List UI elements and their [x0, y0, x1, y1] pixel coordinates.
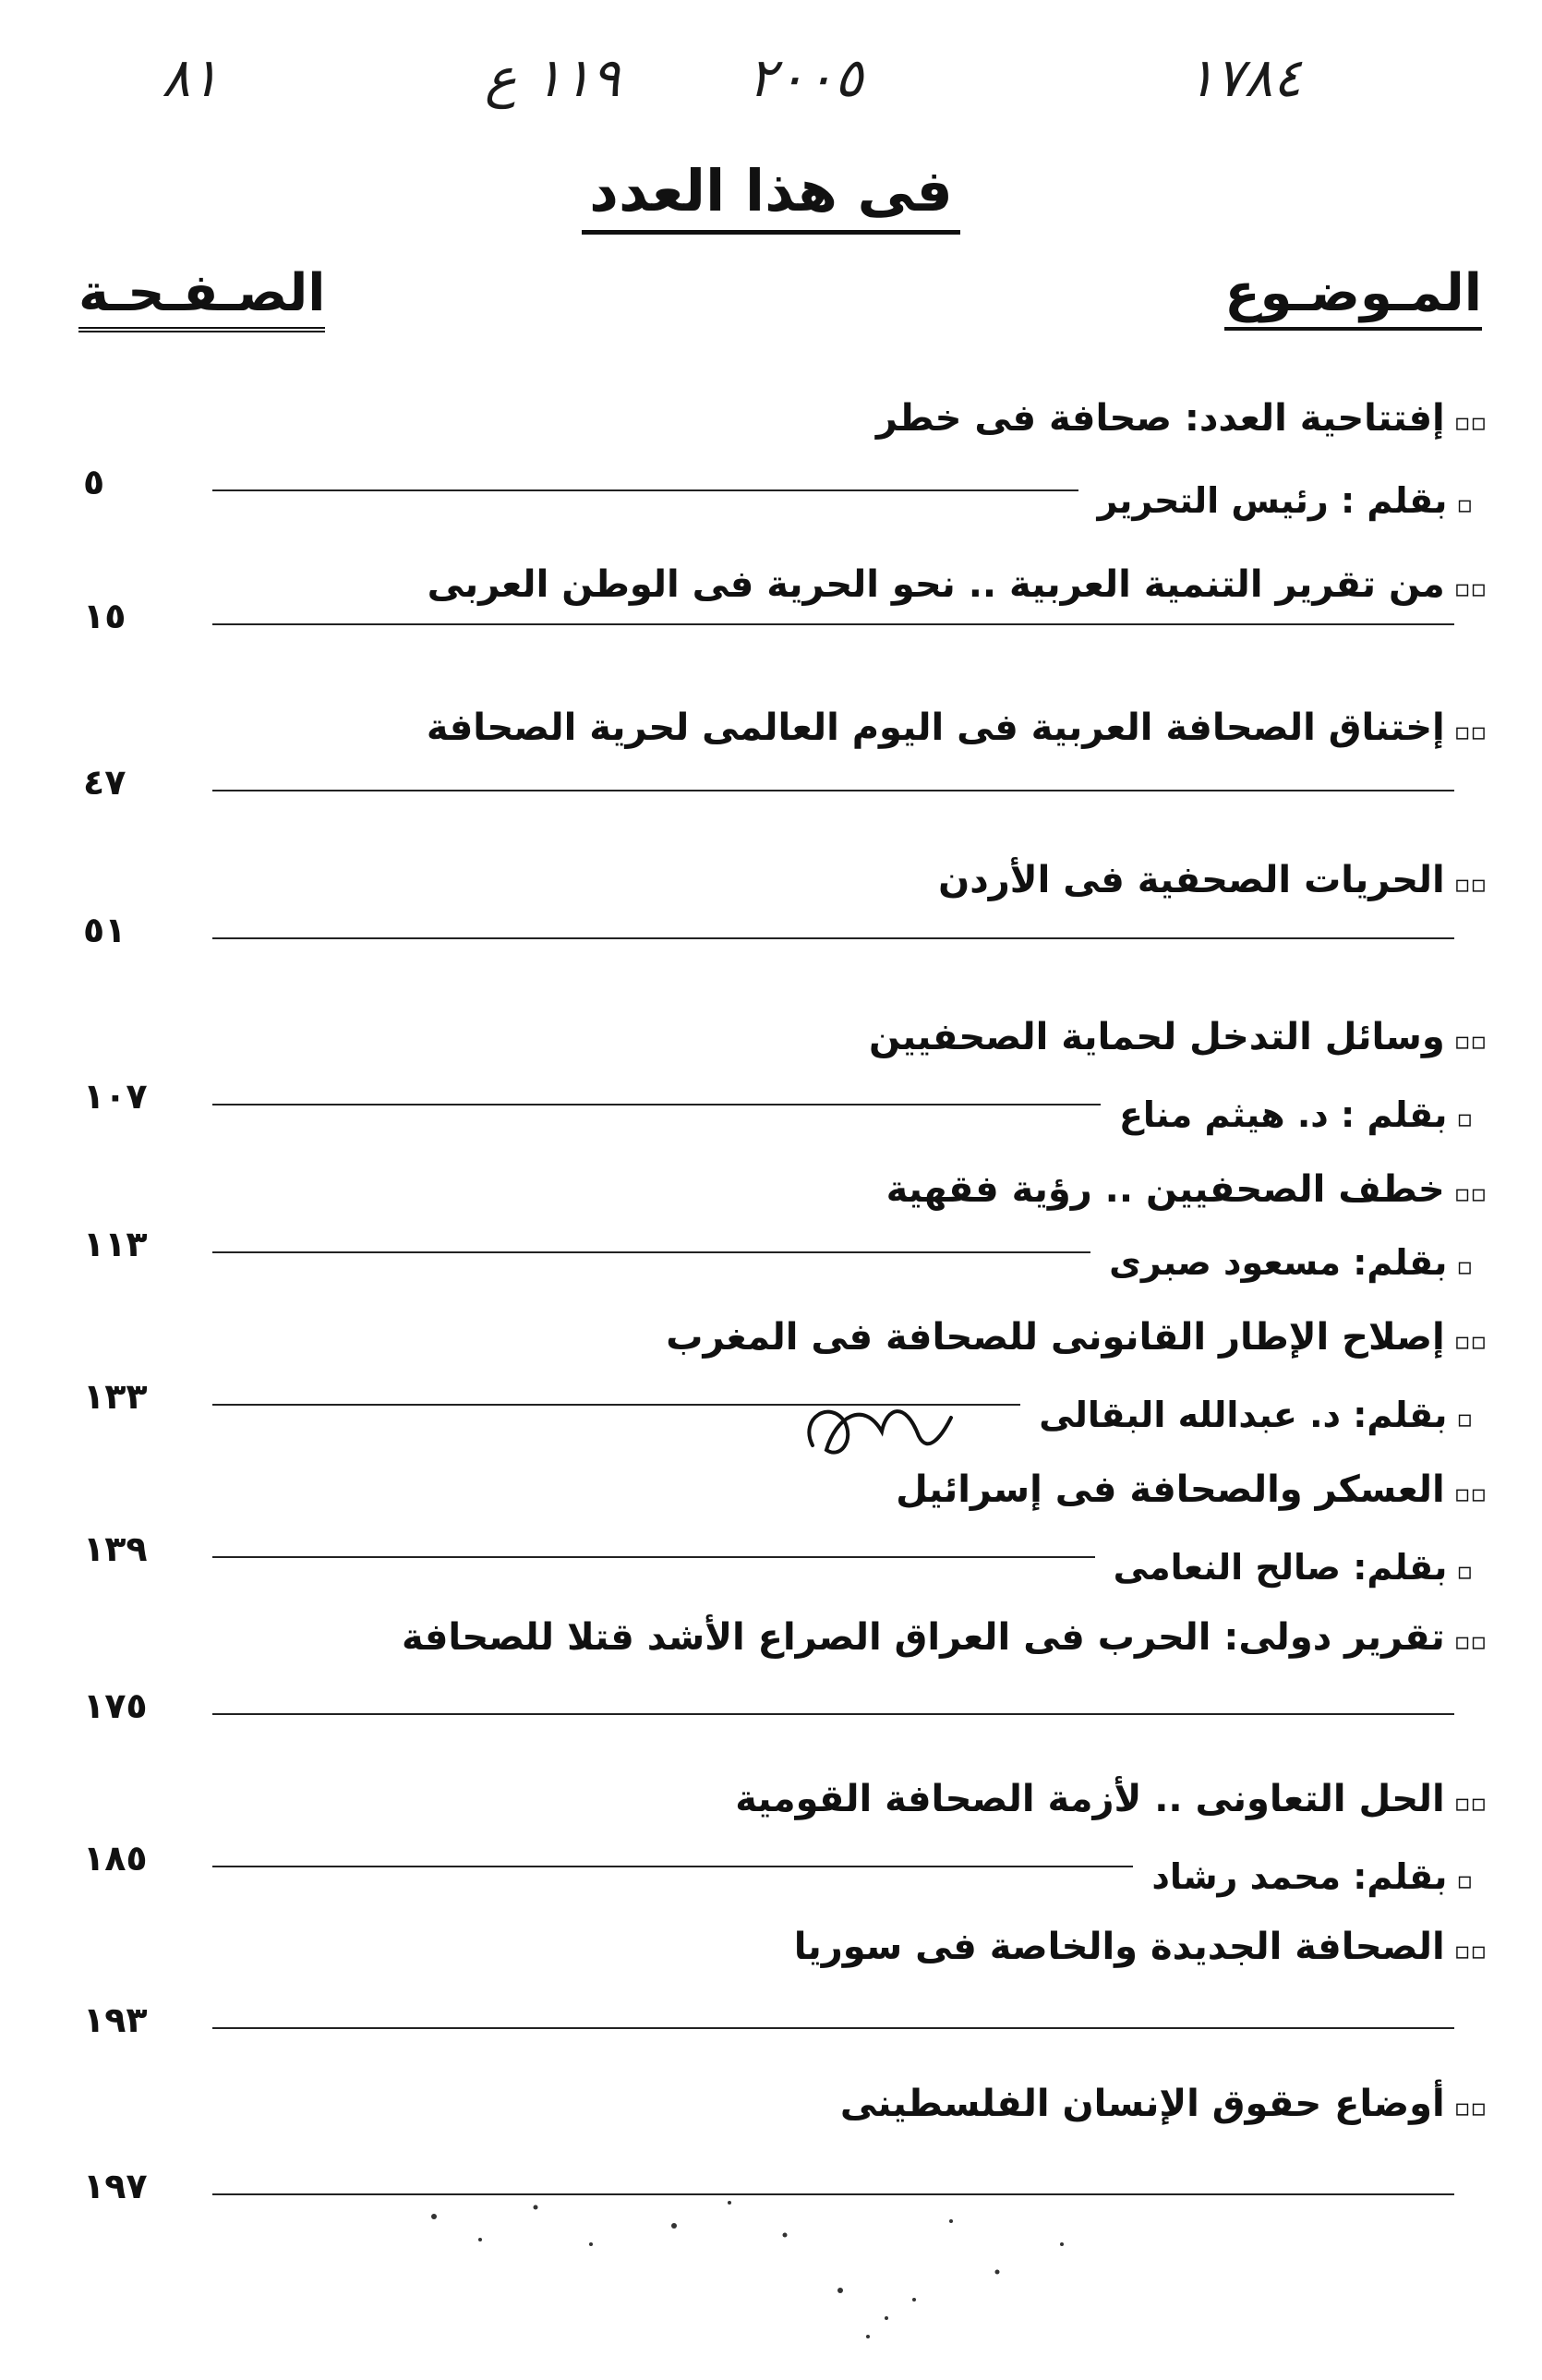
- entry-author: [1114, 1547, 1473, 1588]
- entry-author-text: بقلم : رئيس التحرير: [1097, 480, 1448, 521]
- handwritten-mark-4: ١٧٨٤: [1187, 46, 1302, 109]
- entry-title: [735, 1778, 1487, 1820]
- entry-title: [869, 1016, 1487, 1058]
- page-number: ١١٣: [83, 1224, 148, 1264]
- leader-line: [212, 2027, 1454, 2029]
- entry-title-text: تقرير دولى: الحرب فى العراق الصراع الأشد قتلا للصحافة: [401, 1616, 1445, 1659]
- entry-title: [794, 1926, 1487, 1968]
- handwritten-mark-2: ١١٩ ع: [485, 46, 620, 109]
- leader-line: [212, 1866, 1133, 1867]
- entry-title: [840, 2083, 1487, 2125]
- bullet-icon: ▫▫: [1453, 409, 1487, 437]
- entry-title: [938, 859, 1487, 901]
- bullet-icon: ▫▫: [1453, 2095, 1487, 2122]
- bullet-icon: ▫▫: [1453, 719, 1487, 746]
- page-number: ٥: [83, 462, 105, 502]
- entry-title-text: العسكر والصحافة فى إسرائيل: [896, 1468, 1445, 1511]
- leader-line: [212, 623, 1454, 625]
- bullet-icon: ▫▫: [1453, 1790, 1487, 1818]
- page-number: ٥١: [83, 910, 126, 950]
- entry-title: [402, 1616, 1487, 1659]
- entry-author-text: بقلم: صالح النعامى: [1113, 1547, 1448, 1588]
- handwritten-mark-3: ٢٠٠٥: [748, 46, 863, 109]
- bullet-icon: ▫▫: [1453, 1028, 1487, 1056]
- entry-author: [1097, 480, 1473, 521]
- entry-title: [876, 397, 1487, 440]
- entry-author: [1109, 1242, 1473, 1283]
- entry-author: [1039, 1395, 1473, 1435]
- entry-title-text: الحل التعاونى .. لأزمة الصحافة القومية: [735, 1778, 1445, 1820]
- leader-line: [212, 1251, 1090, 1253]
- scan-speckles: [397, 2189, 1136, 2355]
- entry-author-text: بقلم: محمد رشاد: [1151, 1856, 1448, 1897]
- entry-title: [428, 563, 1487, 606]
- page-number: ١٧٥: [83, 1685, 148, 1726]
- page-title-text: فى هذا العدد: [582, 157, 960, 235]
- leader-line: [212, 1104, 1101, 1105]
- page-number: ١٨٥: [83, 1838, 148, 1879]
- entry-title-text: الحريات الصحفية فى الأردن: [938, 859, 1445, 901]
- entry-title: [896, 1468, 1487, 1511]
- bullet-icon: ▫▫: [1453, 871, 1487, 899]
- entry-title-text: وسائل التدخل لحماية الصحفيين: [868, 1016, 1445, 1058]
- entry-title-text: أوضاع حقوق الإنسان الفلسطينى: [839, 2083, 1445, 2125]
- entry-title-text: إفتتاحية العدد: صحافة فى خطر: [875, 397, 1445, 440]
- entry-title-text: إصلاح الإطار القانونى للصحافة فى المغرب: [666, 1316, 1445, 1359]
- entry-title: [427, 707, 1487, 749]
- topic-column-header: المـوضـوع: [1224, 263, 1482, 331]
- entry-title-text: خطف الصحفيين .. رؤية فقهية: [885, 1168, 1445, 1211]
- handwritten-signature: [794, 1381, 960, 1482]
- bullet-icon: ▫▫: [1453, 1180, 1487, 1208]
- entry-title-text: الصحافة الجديدة والخاصة فى سوريا: [793, 1926, 1445, 1968]
- bullet-icon: ▫▫: [1453, 1628, 1487, 1656]
- sub-bullet-icon: ▫: [1456, 1105, 1473, 1133]
- entry-title: [886, 1168, 1487, 1211]
- sub-bullet-icon: ▫: [1456, 1253, 1473, 1281]
- leader-line: [212, 790, 1454, 791]
- leader-line: [212, 1556, 1095, 1558]
- page-number: ١٩٧: [83, 2166, 148, 2206]
- leader-line: [212, 937, 1454, 939]
- bullet-icon: ▫▫: [1453, 1480, 1487, 1508]
- page-number: ٤٧: [83, 762, 126, 803]
- page-number: ١٠٧: [83, 1076, 148, 1117]
- entry-author-text: بقلم: مسعود صبرى: [1109, 1242, 1448, 1283]
- entry-title-text: إختناق الصحافة العربية فى اليوم العالمى لحرية الصحافة: [426, 707, 1445, 749]
- bullet-icon: ▫▫: [1453, 1328, 1487, 1356]
- page-number: ١٩٣: [83, 1999, 148, 2040]
- leader-line: [212, 1713, 1454, 1715]
- leader-line: [212, 489, 1078, 491]
- page-number: ١٣٩: [83, 1528, 148, 1569]
- bullet-icon: ▫▫: [1453, 575, 1487, 603]
- handwritten-mark-1: ٨١: [162, 46, 220, 109]
- entry-title: [666, 1316, 1487, 1359]
- entry-author-text: بقلم: د. عبدالله البقالى: [1039, 1395, 1448, 1435]
- entry-title-text: من تقرير التنمية العربية .. نحو الحرية فى الوطن العربى: [427, 563, 1445, 606]
- sub-bullet-icon: ▫: [1456, 491, 1473, 519]
- entry-author-text: بقلم : د. هيثم مناع: [1118, 1094, 1448, 1135]
- entry-author: [1119, 1094, 1473, 1135]
- entry-author: [1151, 1856, 1473, 1897]
- page-column-header: الصـفـحـة: [78, 263, 325, 332]
- sub-bullet-icon: ▫: [1456, 1406, 1473, 1433]
- bullet-icon: ▫▫: [1453, 1938, 1487, 1965]
- page-number: ١٣٣: [83, 1376, 148, 1417]
- page-number: ١٥: [83, 596, 126, 636]
- sub-bullet-icon: ▫: [1456, 1867, 1473, 1895]
- page-title: [0, 157, 1542, 224]
- sub-bullet-icon: ▫: [1456, 1558, 1473, 1586]
